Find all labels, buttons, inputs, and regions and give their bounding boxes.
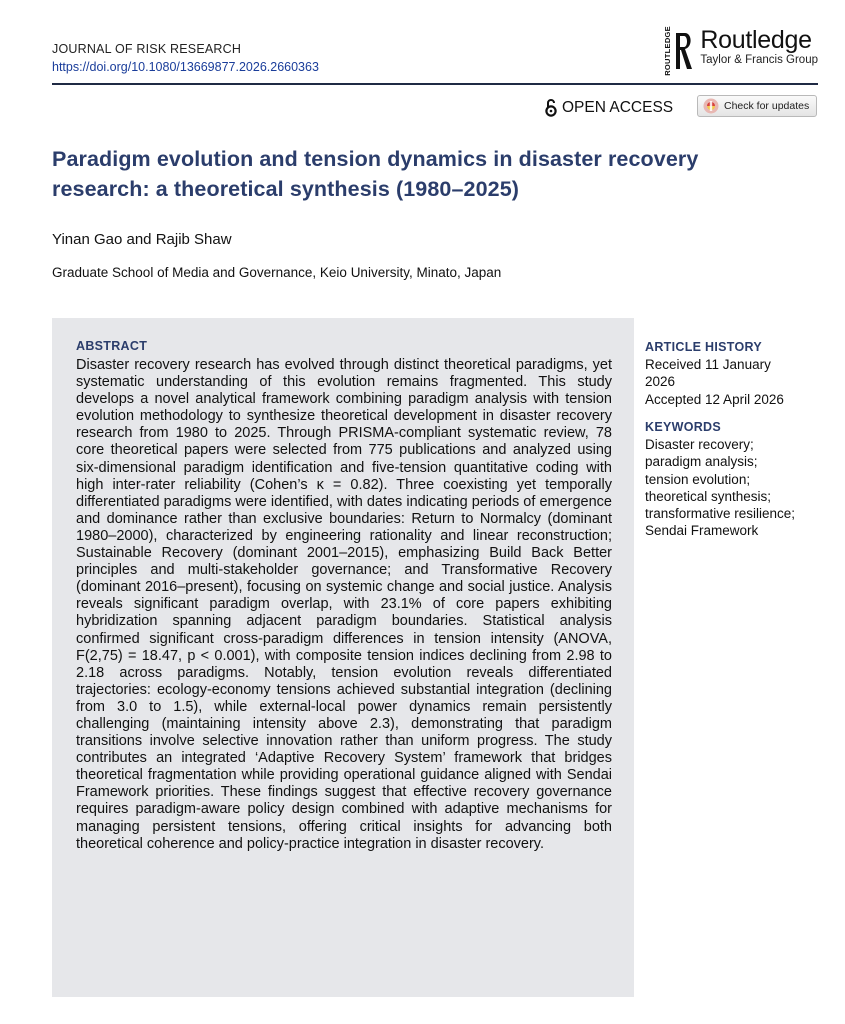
check-for-updates-label: Check for updates [724, 100, 810, 112]
article-title: Paradigm evolution and tension dynamics in disaster recovery research: a theoretical synthesis (1980–2025) [52, 147, 699, 201]
keyword-item: paradigm analysis; [645, 454, 758, 470]
check-for-updates-button[interactable] [697, 95, 817, 117]
header-rule [52, 83, 818, 85]
abstract-heading: ABSTRACT [76, 339, 148, 353]
publisher-group: Taylor & Francis Group [700, 54, 818, 66]
doi-link[interactable]: https://doi.org/10.1080/13669877.2026.2660363 [52, 60, 319, 74]
abstract-box [52, 318, 634, 997]
article-authors[interactable]: Yinan Gao and Rajib Shaw [52, 231, 232, 248]
routledge-r-icon [674, 31, 694, 71]
open-lock-icon [545, 98, 557, 117]
publisher-name: Routledge [700, 26, 812, 54]
keyword-item: Sendai Framework [645, 523, 759, 539]
accepted-date: Accepted 12 April 2026 [645, 391, 784, 407]
keywords-heading: KEYWORDS [645, 420, 722, 434]
article-history [645, 339, 835, 408]
article-history-heading: ARTICLE HISTORY [645, 340, 763, 354]
abstract-body: Disaster recovery research has evolved through distinct theoretical paradigms, yet systematic understanding of this evolution remains fragmented. This study develops a novel analytical framework combining paradigm analysis with tension evolution methodology to synthesize theoretical development in disaster recovery research from 1980 to 2025. Through PRISMA-compliant systematic review, 78 core theoretical papers were selected from 775 publications and analyzed using six-dimensional paradigm identification and five-tension quantitative coding with high inter-rater reliability (Cohen’s κ = 0.82). Three coexisting yet temporally differentiated paradigms were identified, with dates indicating periods of emergence and dominance rather than exclusive boundaries: Return to Normalcy (dominant 1980–2000), characterized by engineering rationality and linear reconstruction; Sustainable Recovery (dominant 2001–2015), emphasizing Build Back Better principles and multi-stakeholder governance; and Transformative Recovery (dominant 2016–present), focusing on systemic change and social justice. Analysis reveals significant paradigm overlap, with 23.1% of core papers exhibiting hybridization spanning adjacent paradigm boundaries. Statistical analysis confirmed significant cross-paradigm differences in tension intensity (ANOVA, F(2,75) = 18.47, p < 0.001), with composite tension indices declining from 2.98 to 2.18 across paradigms. Notably, tension evolution reveals differentiated trajectories: ecology-economy tensions achieved substantial integration (declining from 3.0 to 1.5), while external-local power dynamics remain persistently challenging (maintaining intensity above 2.3), demonstrating that paradigm transitions involve selective innovation rather than uniform progress. The study contributes an integrated ‘Adaptive Recovery System’ framework that bridges theoretical fragmentation while providing operational guidance aligned with Sendai Framework priorities. These findings suggest that effective recovery governance requires paradigm-aware policy design combined with adaptive mechanisms for managing persistent tensions, offering critical insights for advancing both theoretical coherence and policy-practice integration in disaster recovery. [76, 357, 612, 852]
open-access-badge [545, 98, 673, 117]
publisher-logo[interactable] [663, 26, 818, 74]
keyword-item: transformative resilience; [645, 506, 796, 522]
author-affiliation: Graduate School of Media and Governance, Keio University, Minato, Japan [52, 265, 502, 280]
received-date-line1: Received 11 January [645, 357, 771, 373]
open-access-label: OPEN ACCESS [562, 98, 674, 116]
crossmark-icon [703, 98, 719, 114]
received-date-line2: 2026 [645, 374, 676, 390]
keyword-item: tension evolution; [645, 471, 751, 487]
routledge-vertical-text: ROUTLEDGE [663, 26, 673, 76]
journal-name: JOURNAL OF RISK RESEARCH [52, 42, 242, 56]
routledge-mark [663, 26, 694, 76]
keyword-item: theoretical synthesis; [645, 488, 772, 504]
keywords-section [645, 419, 835, 539]
keyword-item: Disaster recovery; [645, 437, 754, 453]
